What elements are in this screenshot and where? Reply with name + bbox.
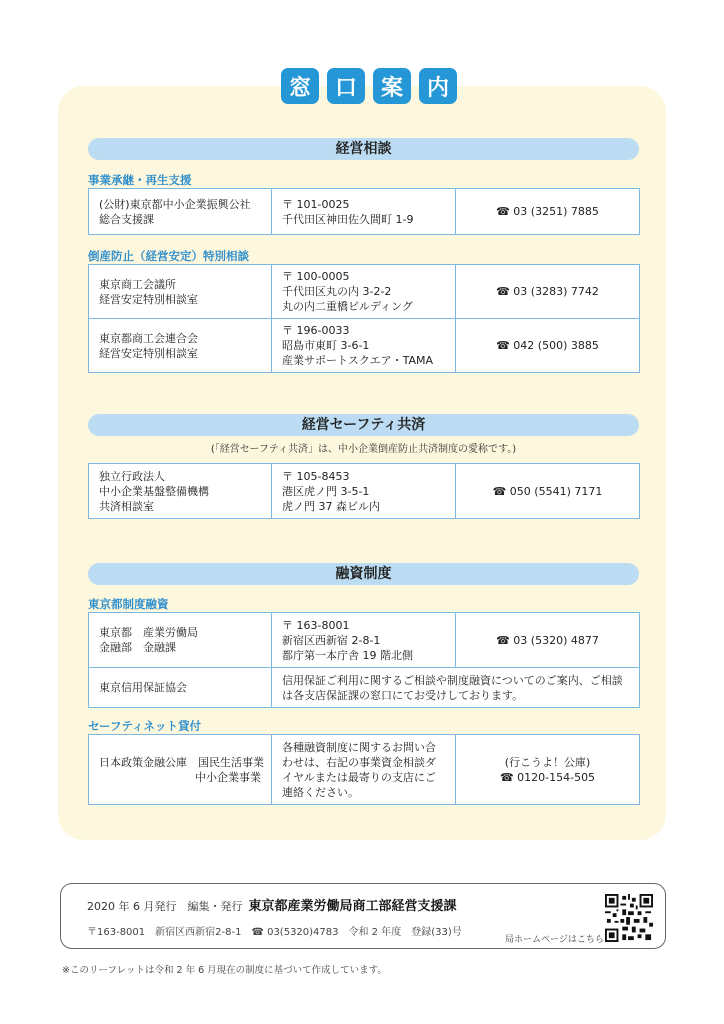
org-name: 独立行政法人 <box>99 469 165 483</box>
title-char: 内 <box>419 68 457 104</box>
table-row <box>89 613 640 668</box>
org-cell <box>89 464 272 519</box>
address-line: 産業サポートスクエア・TAMA <box>282 354 434 367</box>
postal-code: 〒 105-8453 <box>282 469 350 483</box>
org-name: 東京都 産業労働局 <box>99 626 198 639</box>
org-dept: 経営安定特別相談室 <box>99 292 198 306</box>
address-cell <box>272 464 456 519</box>
address-cell <box>272 189 456 235</box>
postal-code: 〒 101-0025 <box>282 197 350 211</box>
org-cell <box>89 735 272 805</box>
description-line: イヤルまたは最寄りの支店にご <box>282 770 436 784</box>
table-row <box>89 189 640 235</box>
address-line: 千代田区神田佐久間町 1-9 <box>282 212 414 226</box>
publisher-address: 〒163-8001 新宿区西新宿2-8-1 ☎ 03(5320)4783 令和 2 年度 登録(33)号 <box>87 927 462 938</box>
qr-label: 局ホームページはこちら <box>505 935 604 945</box>
section-heading-finance: 融資制度 <box>88 563 639 585</box>
safety-note: (「経営セーフティ共済」は、中小企業倒産防止共済制度の愛称です。) <box>210 444 517 455</box>
address-cell <box>272 265 456 319</box>
org-dept: 金融部 金融課 <box>99 641 176 654</box>
org-dept: 総合支援課 <box>99 212 154 226</box>
title-char: 案 <box>373 68 411 104</box>
finance-table-1 <box>88 612 640 708</box>
table-row <box>89 464 640 519</box>
org-cell <box>89 265 272 319</box>
description-cell <box>272 668 640 708</box>
table-row <box>89 735 640 805</box>
phone-number: ☎ 042 (500) 3885 <box>456 319 640 373</box>
table-row <box>89 265 640 319</box>
org-name: 中小企業基盤整備機構 <box>99 484 209 498</box>
title-char: 窓 <box>281 68 319 104</box>
phone-number: ☎ 03 (3283) 7742 <box>456 265 640 319</box>
address-line: 新宿区西新宿 2-8-1 <box>282 633 381 647</box>
phone-cell <box>456 735 640 805</box>
page-title <box>281 68 457 104</box>
publish-info <box>87 895 457 914</box>
phone-number: ☎ 03 (5320) 4877 <box>456 613 640 668</box>
address-line: 都庁第一本庁舎 19 階北側 <box>282 648 413 662</box>
phone-number: ☎ 0120-154-505 <box>499 770 596 784</box>
address-line: 千代田区丸の内 3-2-2 <box>282 285 392 298</box>
address-cell <box>272 613 456 668</box>
org-dept: 共済相談室 <box>99 499 154 513</box>
postal-code: 〒 163-8001 <box>282 618 350 632</box>
org-name: 東京商工会議所 <box>99 277 176 291</box>
org-name: 日本政策金融公庫 国民生活事業 <box>99 755 264 769</box>
org-cell <box>89 189 272 235</box>
phone-number: ☎ 050 (5541) 7171 <box>456 464 640 519</box>
safety-table <box>88 463 640 519</box>
org-cell: 東京信用保証協会 <box>89 668 272 708</box>
table-row <box>89 668 640 708</box>
description-cell <box>272 735 456 805</box>
org-cell <box>89 319 272 373</box>
postal-code: 〒 100-0005 <box>282 270 350 283</box>
description-line: 各種融資制度に関するお問い合 <box>282 740 436 754</box>
subheading-tokyo-finance: 東京都制度融資 <box>88 597 169 611</box>
description-line: は各支店保証課の窓口にてお受けしております。 <box>282 688 524 702</box>
org-name: (公財)東京都中小企業振興公社 <box>99 197 251 211</box>
phone-label: (行こうよ！公庫) <box>504 755 591 769</box>
title-char: 口 <box>327 68 365 104</box>
description-line: 連絡ください。 <box>282 785 359 799</box>
org-dept: 中小企業事業 <box>195 770 261 784</box>
postal-code: 〒 196-0033 <box>282 324 350 337</box>
description-line: わせは、右記の事業資金相談ダ <box>282 755 436 769</box>
subheading-succession: 事業承継・再生支援 <box>88 173 192 187</box>
org-name: 東京都商工会連合会 <box>99 331 198 345</box>
address-line: 丸の内二重橋ビルディング <box>282 300 413 313</box>
consult-table-1 <box>88 188 640 235</box>
subheading-bankruptcy-prevention: 倒産防止（経営安定）特別相談 <box>88 249 249 263</box>
org-dept: 経営安定特別相談室 <box>99 346 198 360</box>
address-line: 港区虎ノ門 3-5-1 <box>282 484 370 498</box>
footnote: ※このリーフレットは令和 2 年 6 月現在の制度に基づいて作成しています。 <box>62 965 387 976</box>
consult-table-2 <box>88 264 640 373</box>
phone-number: ☎ 03 (3251) 7885 <box>456 189 640 235</box>
qr-code-icon[interactable] <box>605 894 653 942</box>
publisher-department: 東京都産業労働局商工部経営支援課 <box>248 899 457 914</box>
section-heading-consult: 経営相談 <box>88 138 639 160</box>
issue-date: 2020 年 6 月発行 編集・発行 <box>87 900 243 913</box>
org-cell <box>89 613 272 668</box>
publisher-footer <box>60 883 666 949</box>
description-line: 信用保証ご利用に関するご相談や制度融資についてのご案内、ご相談 <box>282 673 623 687</box>
section-heading-safety: 経営セーフティ共済 <box>88 414 639 436</box>
address-cell <box>272 319 456 373</box>
address-line: 虎ノ門 37 森ビル内 <box>282 499 380 513</box>
subheading-safety-net-loan: セーフティネット貸付 <box>88 719 202 733</box>
address-line: 昭島市東町 3-6-1 <box>282 339 370 352</box>
table-row <box>89 319 640 373</box>
finance-table-2 <box>88 734 640 805</box>
